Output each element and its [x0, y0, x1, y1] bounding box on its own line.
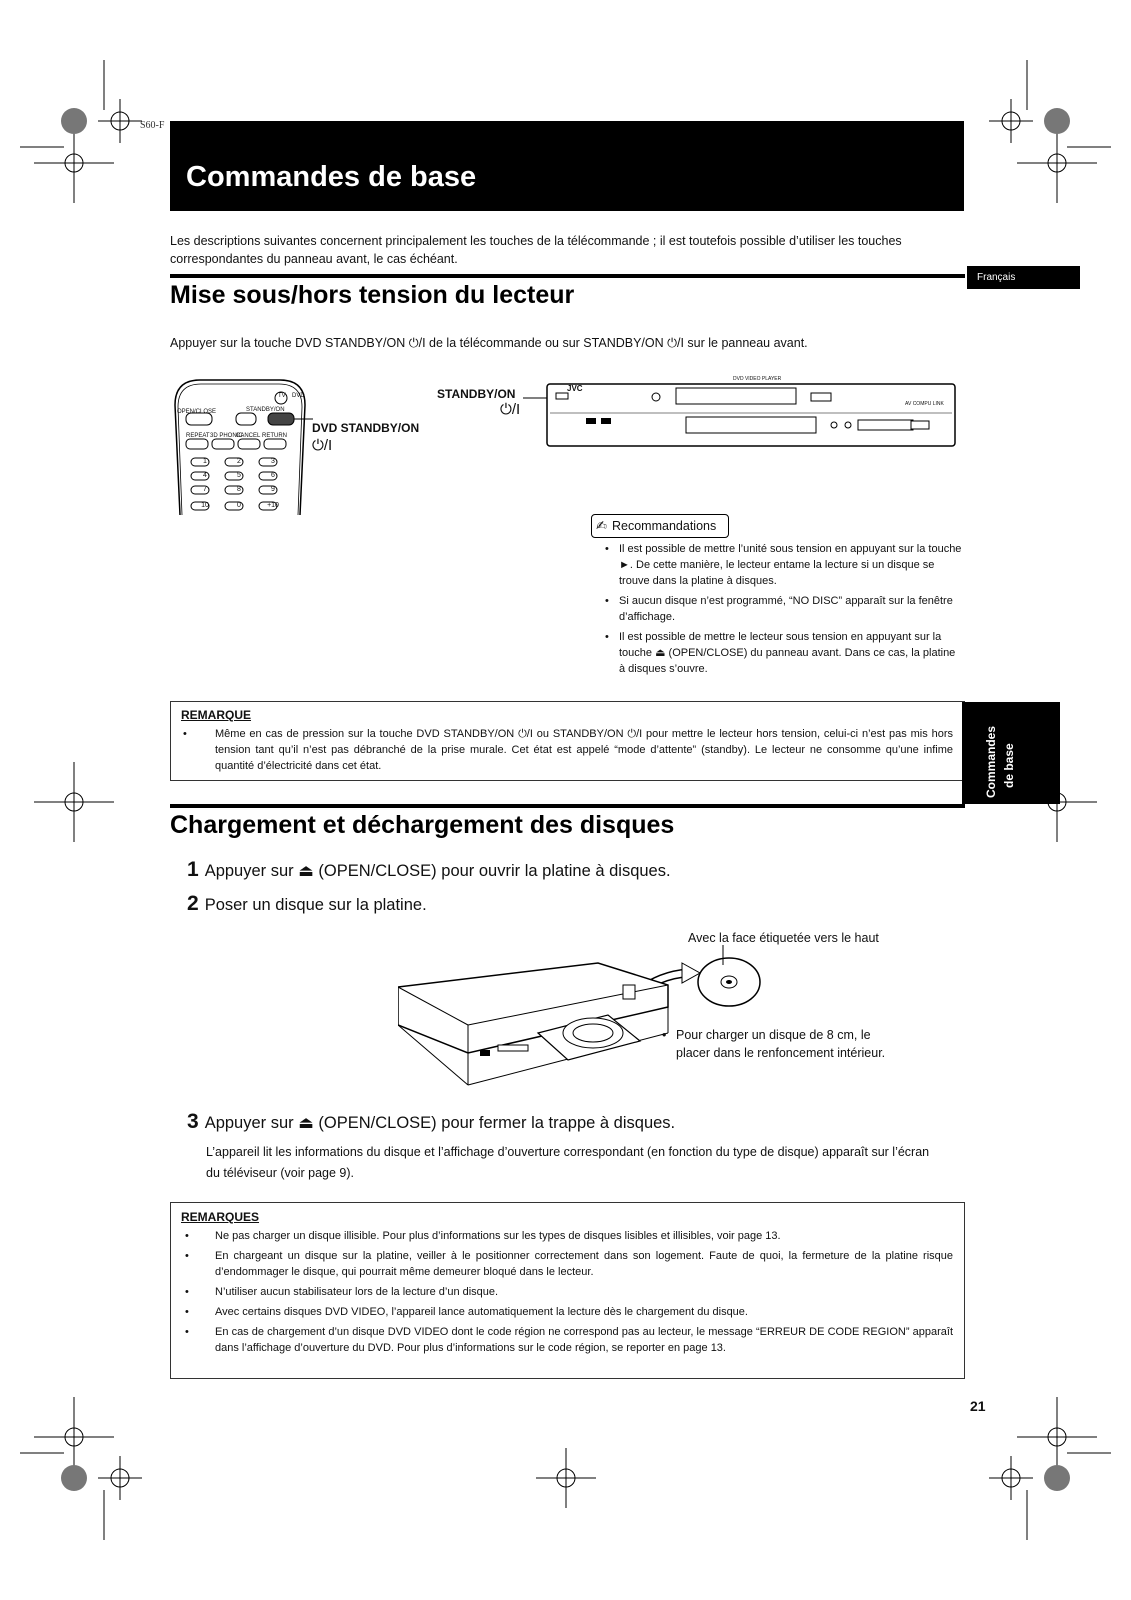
step-3-text: Appuyer sur ⏏ (OPEN/CLOSE) pour fermer la trappe à disques.	[204, 1114, 676, 1132]
remote-number-key: 5	[237, 472, 241, 479]
step-3-detail: L’appareil lit les informations du disque et l’affichage d’ouverture correspondant (en fonction du type de disque) apparaît sur l’écran du téléviseur (voir page 9).	[206, 1145, 930, 1180]
hand-icon: ✍	[596, 518, 607, 533]
disc-loading-illustration	[398, 945, 768, 1095]
remote-number-key: +10	[267, 502, 279, 509]
section2-rule	[170, 804, 965, 808]
remote-number-key: 4	[203, 472, 207, 479]
remarque-item: • Ne pas charger un disque illisible. Pour plus d’informations sur les types de disques lisibles et illisibles, voir page 13.	[183, 1228, 953, 1244]
step-2-number: 2	[187, 892, 199, 915]
player-compu-link: AV COMPU LINK	[905, 401, 944, 407]
remote-repeat: REPEAT	[186, 433, 210, 439]
label-standby-on: STANDBY/ON	[437, 387, 516, 401]
remote-return: RETURN	[262, 433, 287, 439]
remote-number-key: 8	[237, 486, 241, 493]
step-2-text: Poser un disque sur la platine.	[204, 896, 427, 914]
remote-number-key: 10	[201, 502, 209, 509]
label-dvd-power-symbol: ⏻/I	[312, 437, 333, 454]
remarque-bullet: •	[183, 728, 187, 740]
remarques-box	[170, 1202, 965, 1379]
title-bar	[170, 121, 964, 211]
step-1	[187, 858, 671, 882]
step-1-text: Appuyer sur ⏏ (OPEN/CLOSE) pour ouvrir la platine à disques.	[204, 862, 671, 880]
remarque-item: • Avec certains disques DVD VIDEO, l’appareil lance automatiquement la lecture dès le chargement du disque.	[183, 1304, 953, 1320]
label-standby-power-symbol: ⏻/I	[500, 401, 521, 418]
page-number: 21	[970, 1398, 986, 1414]
remarque-box	[170, 701, 965, 781]
doc-code: S60-F	[140, 120, 165, 131]
remarque-text: Même en cas de pression sur la touche DVD STANDBY/ON ⏻/I ou STANDBY/ON ⏻/I pour mettre le lecteur hors tension, celui-ci n’est pas mis hors tension tant qu’il n’est pas débranché de la prise murale. Cet état est appelé “mode d’attente” (standby). Le lecteur ne consomme qu’une infime quantité d’électricité dans cet état.	[215, 728, 953, 772]
remote-number-key: 3	[271, 458, 275, 465]
remote-number-key: 7	[203, 486, 207, 493]
remarque-item: • En cas de chargement d’un disque DVD VIDEO dont le code région ne correspond pas au lecteur, le message “ERREUR DE CODE REGION” apparaît dans l’affichage d’ouverture du DVD. Pour plus d’informations sur le code région, se reporter en page 13.	[183, 1324, 953, 1356]
remote-3d-phonic: 3D PHONIC	[210, 433, 243, 439]
section1-instruction: Appuyer sur la touche DVD STANDBY/ON ⏻/I de la télécommande ou sur STANDBY/ON ⏻/I sur le panneau avant.	[170, 336, 808, 350]
language-label: Français	[977, 272, 1016, 283]
step-2	[187, 892, 427, 916]
remote-cancel: CANCEL	[236, 433, 261, 439]
section2-heading: Chargement et déchargement des disques	[170, 811, 675, 839]
step-1-number: 1	[187, 858, 199, 881]
remarques-list	[183, 1228, 953, 1360]
remote-number-key: 1	[203, 458, 207, 465]
remote-standby: STANDBY/ON	[246, 407, 285, 413]
page-title: Commandes de base	[186, 161, 477, 193]
dvd-player-illustration	[546, 383, 958, 449]
recommendations-label-box	[591, 514, 729, 538]
section1-rule	[170, 274, 965, 278]
remarques-title: REMARQUES	[181, 1210, 260, 1224]
step-3	[187, 1110, 675, 1134]
remote-open-close: OPEN/CLOSE	[177, 409, 217, 415]
remote-number-key: 0	[237, 502, 241, 509]
recommendation-item: • Il est possible de mettre l’unité sous tension en appuyant sur la touche ►. De cette manière, le lecteur entame la lecture si un disque se trouve dans la platine à disques.	[603, 541, 963, 589]
side-tab-line2: de base	[1002, 743, 1016, 788]
remote-tv: TV	[278, 393, 286, 399]
remarque-title: REMARQUE	[181, 708, 252, 722]
remote-dvd: DVD	[292, 393, 305, 399]
remote-number-key: 9	[271, 486, 275, 493]
player-model-text: DVD VIDEO PLAYER	[733, 376, 782, 382]
side-tab	[962, 702, 1060, 804]
note-8cm-text: • Pour charger un disque de 8 cm, le placer dans le renfoncement intérieur.	[660, 1026, 890, 1062]
section1-heading: Mise sous/hors tension du lecteur	[170, 281, 575, 309]
side-tab-line1: Commandes	[984, 725, 998, 798]
label-dvd-standby-on: DVD STANDBY/ON	[312, 421, 420, 435]
player-brand: JVC	[567, 384, 583, 393]
recommendation-item: • Si aucun disque n’est programmé, “NO DISC” apparaît sur la fenêtre d’affichage.	[603, 593, 963, 625]
language-tab	[967, 266, 1080, 289]
callout-lines	[295, 384, 565, 424]
intro-text: Les descriptions suivantes concernent principalement les touches de la télécommande ; il est toutefois possible d’utiliser les touches correspondantes du panneau avant, le cas échéant.	[170, 234, 902, 266]
remarque-item: • N’utiliser aucun stabilisateur lors de la lecture d’un disque.	[183, 1284, 953, 1300]
remote-illustration	[170, 375, 310, 515]
note-8cm	[660, 1026, 890, 1062]
remarque-item: • En chargeant un disque sur la platine, veiller à le positionner correctement dans son logement. Faute de quoi, la fermeture de la platine risque d’endommager le disque, qui pourrait même demeurer bloqué dans le lecteur.	[183, 1248, 953, 1280]
label-face-up: Avec la face étiquetée vers le haut	[688, 931, 879, 945]
recommendation-item: • Il est possible de mettre le lecteur sous tension en appuyant sur la touche ⏏ (OPEN/CLOSE) du panneau avant. Dans ce cas, la platine à disques s’ouvre.	[603, 629, 963, 677]
recommendations-title: Recommandations	[612, 519, 717, 533]
remote-number-key: 2	[237, 458, 241, 465]
remote-number-key: 6	[271, 472, 275, 479]
step-3-number: 3	[187, 1110, 199, 1133]
recommendations-list	[603, 541, 963, 681]
